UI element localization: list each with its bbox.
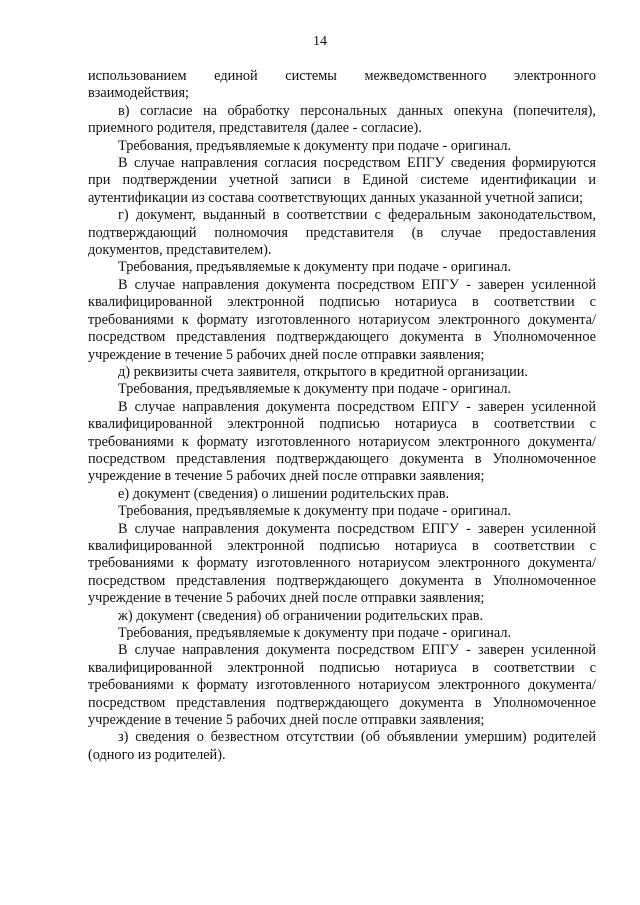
paragraph-epgu-document: В случае направления документа посредством ЕПГУ - заверен усиленной квалифицированной электронной подписью нотариуса в соответствии с требованиями к формату изготовленного нотариусом электронного документа/посредством представления подтверждающего документа в Уполномоченное учреждение в течение 5 рабочих дней после отправки заявления;: [88, 520, 596, 607]
paragraph-requirements: Требования, предъявляемые к документу при подаче - оригинал.: [118, 381, 512, 398]
paragraph-requirements: Требования, предъявляемые к документу при подаче - оригинал.: [118, 503, 512, 520]
paragraph-requirements: Требования, предъявляемые к документу при подаче - оригинал.: [118, 259, 512, 276]
paragraph-epgu-document: В случае направления документа посредством ЕПГУ - заверен усиленной квалифицированной электронной подписью нотариуса в соответствии с требованиями к формату изготовленного нотариусом электронного документа/посредством представления подтверждающего документа в Уполномоченное учреждение в течение 5 рабочих дней после отправки заявления;: [88, 642, 596, 729]
page-number: 14: [313, 34, 327, 49]
document-body: [88, 68, 596, 764]
paragraph-item-d-account: д) реквизиты счета заявителя, открытого в кредитной организации.: [118, 363, 528, 380]
paragraph-item-g-document: г) документ, выданный в соответствии с федеральным законодательством, подтверждающий полномочия представителя (в случае предоставления документов, представителем).: [88, 207, 596, 259]
paragraph-requirements: Требования, предъявляемые к документу при подаче - оригинал.: [118, 137, 512, 154]
paragraph-epgu-consent: В случае направления согласия посредством ЕПГУ сведения формируются при подтверждении учетной записи в Единой системе идентификации и аутентификации из состава соответствующих данных указанной учетной записи;: [88, 155, 596, 206]
paragraph-item-e-deprivation: е) документ (сведения) о лишении родительских прав.: [118, 485, 450, 502]
paragraph-epgu-document: В случае направления документа посредством ЕПГУ - заверен усиленной квалифицированной электронной подписью нотариуса в соответствии с требованиями к формату изготовленного нотариусом электронного документа/посредством представления подтверждающего документа в Уполномоченное учреждение в течение 5 рабочих дней после отправки заявления;: [88, 276, 596, 363]
paragraph-item-zh-restriction: ж) документ (сведения) об ограничении родительских прав.: [118, 607, 484, 624]
paragraph-continuation: использованием единой системы межведомственного электронного взаимодействия;: [88, 68, 596, 102]
paragraph-item-v-consent: в) согласие на обработку персональных данных опекуна (попечителя), приемного родителя, представителя (далее - согласие).: [88, 102, 596, 137]
paragraph-item-z-absence: з) сведения о безвестном отсутствии (об объявлении умершим) родителей (одного из родителей).: [88, 729, 596, 763]
paragraph-epgu-document: В случае направления документа посредством ЕПГУ - заверен усиленной квалифицированной электронной подписью нотариуса в соответствии с требованиями к формату изготовленного нотариусом электронного документа/посредством представления подтверждающего документа в Уполномоченное учреждение в течение 5 рабочих дней после отправки заявления;: [88, 398, 596, 485]
paragraph-requirements: Требования, предъявляемые к документу при подаче - оригинал.: [118, 625, 512, 641]
